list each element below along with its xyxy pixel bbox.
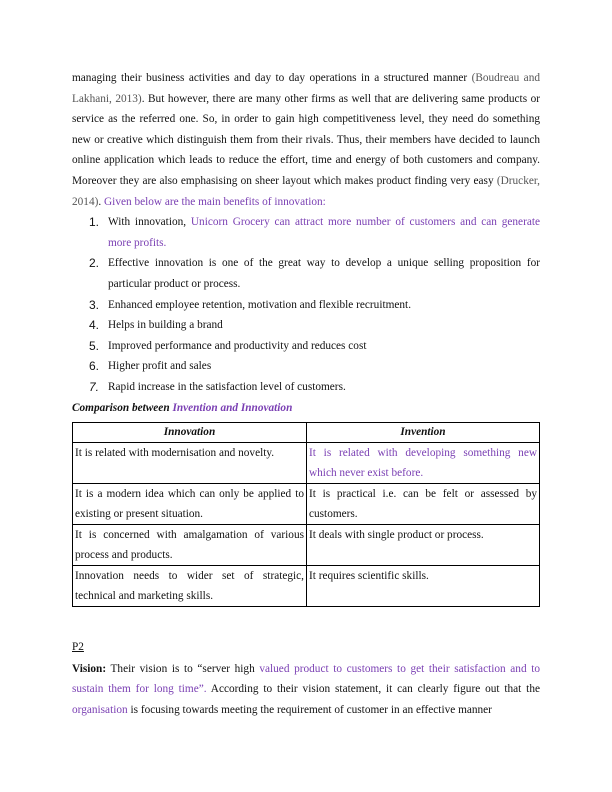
vision-label: Vision:	[72, 662, 107, 675]
list-item	[72, 336, 540, 357]
list-item	[72, 377, 540, 398]
table-header-row	[73, 422, 540, 442]
list-number: 7.	[89, 379, 100, 394]
comparison-heading-text: Comparison between	[72, 401, 173, 414]
list-item	[72, 295, 540, 316]
section-label-p2: P2	[72, 640, 84, 653]
list-number: 5.	[89, 338, 100, 353]
vision-quote-highlight: valued product to customers to get their satisfaction and to sustain them for long time”.	[72, 662, 540, 696]
vision-text-3: is focusing towards meeting the requirement of customer in an effective manner	[127, 703, 492, 716]
benefit-text: Enhanced employee retention, motivation and flexible recruitment.	[108, 298, 412, 311]
vision-text-2: According to their vision statement, it can clearly figure out that the	[206, 683, 540, 696]
document-page	[72, 68, 540, 720]
cell-invention: It requires scientific skills.	[307, 565, 540, 606]
table-row	[73, 442, 540, 483]
benefit-text: Helps in building a brand	[108, 319, 223, 332]
table-row	[73, 565, 540, 606]
list-number: 4.	[89, 318, 100, 333]
cell-innovation: Innovation needs to wider set of strategic, technical and marketing skills.	[73, 565, 307, 606]
cell-invention: It is related with developing something new which never exist before.	[307, 442, 540, 483]
list-number: 1.	[89, 215, 100, 230]
intro-text-1: managing their business activities and day to day operations in a structured manner	[72, 72, 472, 84]
comparison-table	[72, 422, 540, 607]
list-item	[72, 315, 540, 336]
benefits-list	[72, 212, 540, 397]
intro-text-3: .	[98, 195, 105, 208]
vision-paragraph	[72, 659, 540, 721]
benefit-text: Rapid increase in the satisfaction level of customers.	[108, 380, 346, 393]
table-row	[73, 483, 540, 524]
table-row	[73, 524, 540, 565]
cell-invention: It deals with single product or process.	[307, 524, 540, 565]
citation-boudreau: (Boudreau and Lakhani, 2013)	[72, 72, 540, 105]
comparison-heading-highlight: Invention and Innovation	[172, 401, 293, 414]
comparison-heading	[72, 398, 540, 418]
list-item	[72, 356, 540, 377]
intro-paragraph	[72, 68, 540, 212]
intro-text-2: . But however, there are many other firms as well that are delivering same products or service as the referred one. So, in order to gain high competitiveness level, they need do something new or creative which distinguish them from their rivals. Thus, their members have decided to launch online application which leads to reduce the effort, time and energy of both customers and company. Moreover they are also emphasising on sheer layout which makes product finding very easy	[72, 92, 540, 187]
benefit-text-highlight: Unicorn Grocery can attract more number of customers and can generate more profits.	[108, 216, 540, 249]
list-item	[72, 253, 540, 294]
benefit-text: With innovation,	[108, 216, 191, 229]
cell-invention: It is practical i.e. can be felt or assessed by customers.	[307, 483, 540, 524]
list-number: 3.	[89, 297, 100, 312]
cell-innovation: It is concerned with amalgamation of various process and products.	[73, 524, 307, 565]
cell-innovation: It is related with modernisation and novelty.	[73, 442, 307, 483]
cell-innovation: It is a modern idea which can only be applied to existing or present situation.	[73, 483, 307, 524]
benefit-text: Improved performance and productivity and reduces cost	[108, 339, 367, 352]
column-header-innovation: Innovation	[73, 422, 307, 442]
benefit-text: Effective innovation is one of the great way to develop a unique selling proposition for particular product or process.	[108, 257, 540, 290]
benefits-lead: Given below are the main benefits of innovation:	[104, 195, 326, 208]
citation-drucker: (Drucker, 2014)	[72, 174, 540, 208]
list-number: 6.	[89, 359, 100, 374]
vision-organisation-highlight: organisation	[72, 703, 128, 716]
list-item	[72, 212, 540, 253]
column-header-invention: Invention	[307, 422, 540, 442]
benefit-text: Higher profit and sales	[108, 360, 212, 373]
vision-text-1: Their vision is to “server high	[106, 662, 260, 675]
list-number: 2.	[89, 256, 100, 271]
